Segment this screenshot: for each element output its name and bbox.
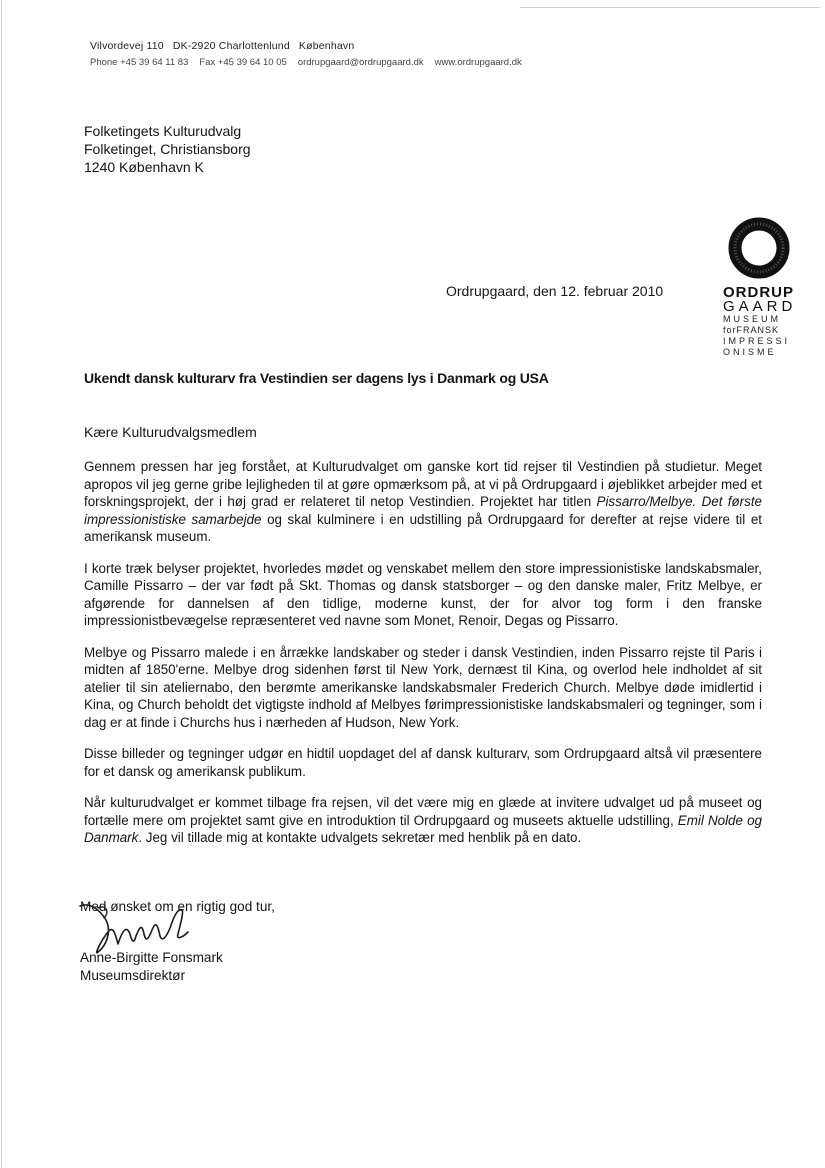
signer-name: Anne-Birgitte Fonsmark [80,950,223,965]
paragraph-5-text-a: Når kulturudvalget er kommet tilbage fra rejsen, vil det være mig en glæde at invitere udvalget ud på museet og fortælle mere om projektet samt give en introduktion til Ordrupgaard og museets aktuelle udstilling, [84,795,762,828]
letterhead-postal: DK-2920 Charlottenlund [172,40,290,52]
logo-text-ordrup: ORDRUP [723,284,795,301]
letter-greeting: Kære Kulturudvalgsmedlem [84,424,257,440]
paragraph-5-text-b: . Jeg vil tillade mig at kontakte udvalgets sekretær med henblik på en dato. [138,830,582,845]
letter-body [84,458,762,861]
logo-text-gaard: GAARD [723,298,797,315]
museum-logo [723,216,795,358]
recipient-line-2: Folketinget, Christiansborg [84,141,251,157]
logo-text-impressi: IMPRESSI [723,336,791,346]
logo-text-fransk: forFRANSK [723,325,780,335]
paragraph-2: I korte træk belyser projektet, hvorledes mødet og venskabet mellem den store impressionistiske landskabsmaler, Camille Pissarro – der var født på Skt. Thomas og dansk statsborger – og den danske maler, Fritz Melbye, er afgørende for dannelsen af den tidlige, moderne kunst, der for alvor tog form i den franske impressionistbevægelse repræsenteret ved navne som Monet, Renoir, Degas og Pissarro. [84,560,762,628]
paragraph-1-text-a: Gennem pressen har jeg forstået, at Kulturudvalget om ganske kort tid rejser til Vestindien på studietur. Meget apropos vil jeg gerne gribe lejligheden til at gøre opmærksom på, at vi på Ordrupgaard i øjeblikket arbejder med et forskningsprojekt, der i høj grad er relateret til netop Vestindien. Projektet har titlen [84,459,762,509]
logo-text-onisme: ONISME [723,347,777,357]
scan-edge [1,0,2,1168]
letter-closing: Med ønsket om en rigtig god tur, [80,899,275,914]
paragraph-1 [84,458,762,546]
letterhead-street: Vilvordevej 110 [90,40,164,52]
recipient-address [84,122,251,176]
letterhead-fax: Fax +45 39 64 10 05 [199,57,287,68]
exhibition-title: Emil Nolde og Danmark [84,812,762,845]
signer-title: Museumsdirektør [80,968,185,983]
project-title: Pissarro/Melbye. Det første impressionistiske samarbejde [84,494,763,527]
logo-text-museum: MUSEUM [723,314,781,324]
letterhead-city: København [298,40,355,52]
signer-block [80,949,223,985]
letterhead-contact-line [90,57,522,68]
paragraph-3: Melbye og Pissarro malede i en årrække landskaber og steder i dansk Vestindien, inden Pissarro rejste til Paris i midten af 1850'erne. Melbye drog sidenhen først til New York, dernæst til Kina, og overlod hele indholdet af sit atelier til sin ateliernabo, den berømte amerikanske landskabsmaler Frederich Church. Melbye døde imidlertid i Kina, og Church beholdt det vigtigste indhold af Melbyes førimpressionistiske landskabsmaleri og tegninger, som i dag er at finde i Churchs hus i nærheden af Hudson, New York. [84,644,762,730]
scan-artifact-line [520,7,820,8]
letter-date: Ordrupgaard, den 12. februar 2010 [446,283,664,299]
paragraph-1-text-b: og skal kulminere i en udstilling på Ordrupgaard for derefter at rejse videre til et amerikansk museum. [84,511,762,544]
letterhead-email: ordrupgaard@ordrupgaard.dk [297,57,424,68]
letterhead-website: www.ordrupgaard.dk [434,57,522,68]
recipient-line-1: Folketingets Kulturudvalg [84,123,242,139]
letterhead-address-line [90,40,354,52]
recipient-line-3: 1240 København K [84,159,204,175]
letterhead-phone: Phone +45 39 64 11 83 [90,57,189,68]
ring-logo-icon [727,216,791,280]
paragraph-4: Disse billeder og tegninger udgør en hidtil uopdaget del af dansk kulturarv, som Ordrupgaard altså vil præsentere for et dansk og amerikansk publikum. [84,746,762,779]
letter-subject: Ukendt dansk kulturarv fra Vestindien ser dagens lys i Danmark og USA [84,370,549,386]
paragraph-5 [84,794,762,847]
